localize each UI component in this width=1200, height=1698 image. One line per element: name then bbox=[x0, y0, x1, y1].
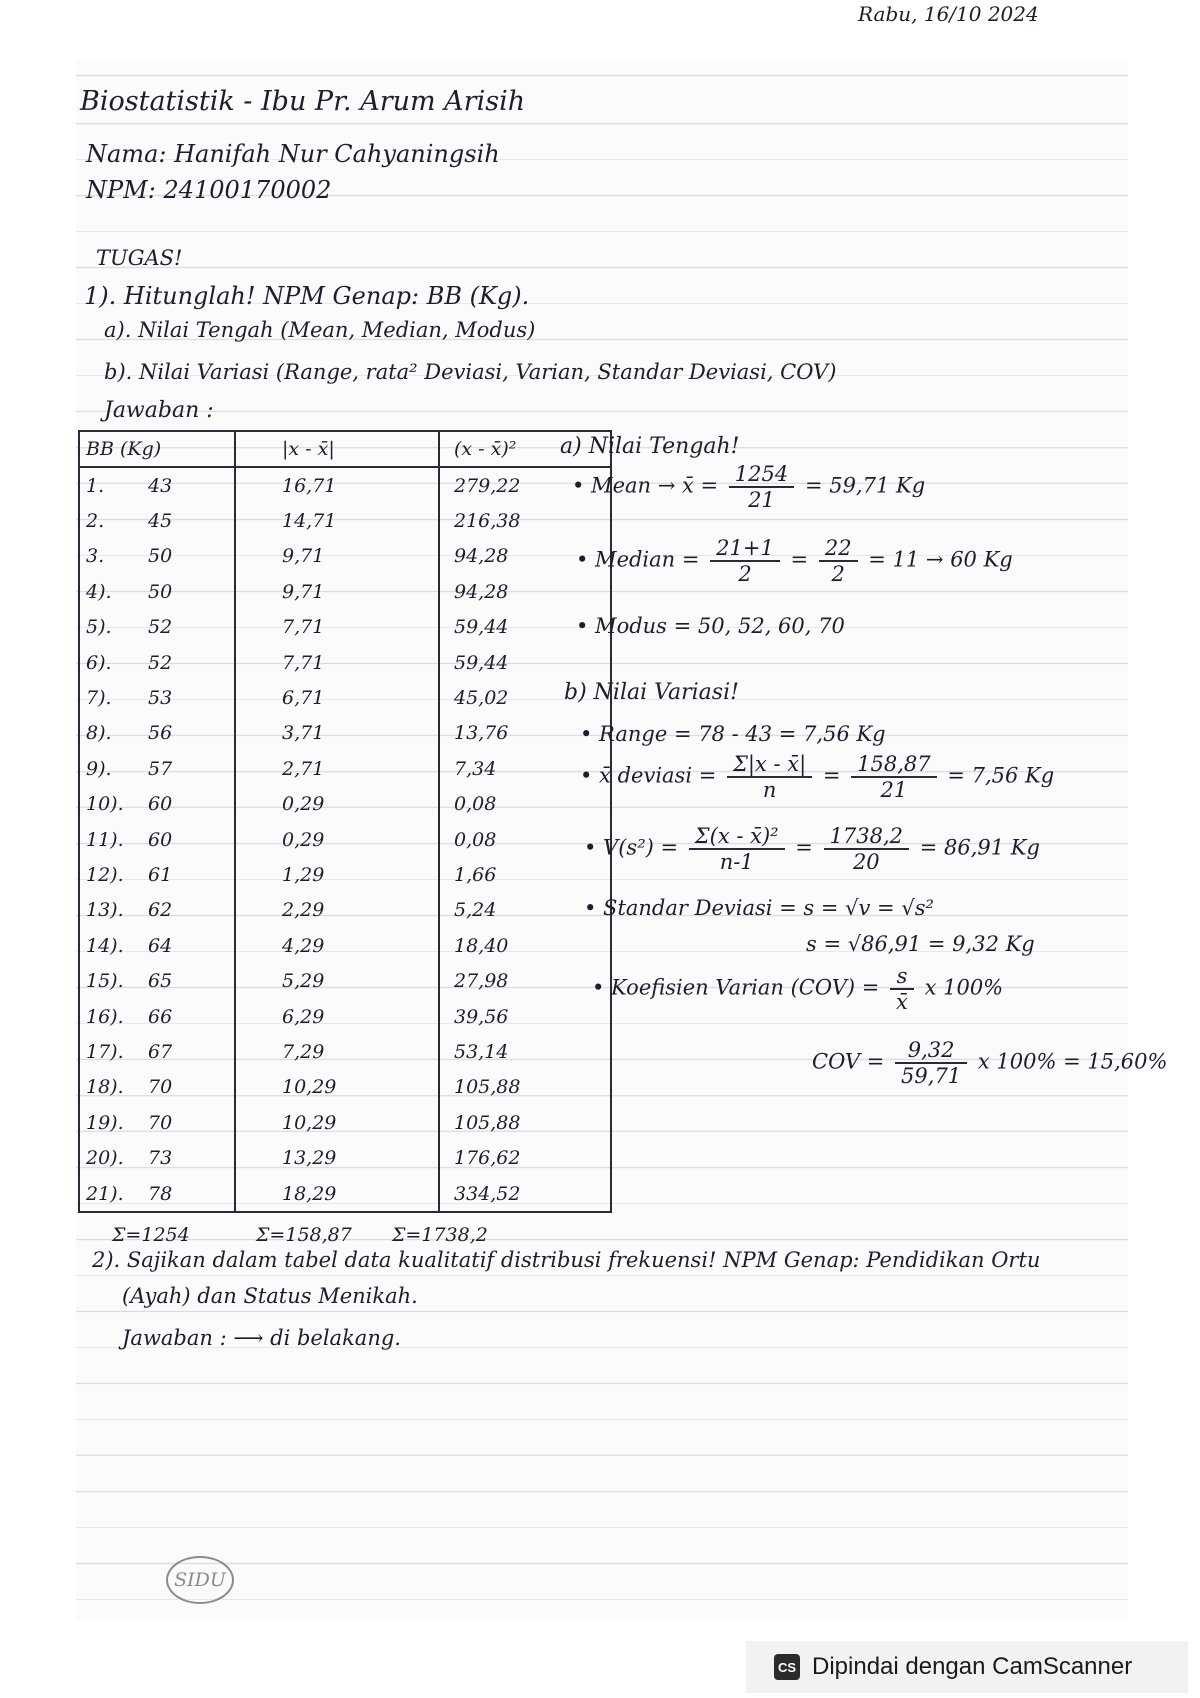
var-fraction-2 bbox=[824, 824, 909, 874]
var-denominator-1: n-1 bbox=[719, 850, 754, 874]
cell-abs-dev: 16,71 bbox=[235, 467, 439, 503]
table-row bbox=[79, 680, 611, 715]
question-2-line-2: (Ayah) dan Status Menikah. bbox=[122, 1284, 418, 1308]
median-line bbox=[576, 536, 1013, 586]
row-number: 13). bbox=[86, 899, 124, 922]
std-dev-line-2: s = √86,91 = 9,32 Kg bbox=[806, 932, 1035, 956]
bb-value: 50 bbox=[148, 580, 173, 603]
cell-sq-dev: 105,88 bbox=[439, 1070, 611, 1105]
bb-value: 78 bbox=[148, 1182, 173, 1205]
dev-result: = 7,56 Kg bbox=[947, 763, 1055, 788]
row-number: 11). bbox=[86, 828, 124, 851]
table-row bbox=[79, 963, 611, 998]
cell-bb bbox=[79, 610, 235, 645]
table-row bbox=[79, 467, 611, 503]
table-row bbox=[79, 1070, 611, 1105]
row-number: 7). bbox=[86, 687, 112, 710]
row-number: 3. bbox=[86, 545, 105, 568]
course-title: Biostatistik - Ibu Pr. Arum Arisih bbox=[80, 86, 526, 117]
dev-equals: = bbox=[822, 763, 841, 788]
question-2-line-1: 2). Sajikan dalam tabel data kualitatif distribusi frekuensi! NPM Genap: Pendidikan Ortu bbox=[92, 1248, 1041, 1272]
range-line: • Range = 78 - 43 = 7,56 Kg bbox=[580, 722, 886, 746]
cell-abs-dev: 7,71 bbox=[235, 610, 439, 645]
cell-sq-dev: 1,66 bbox=[439, 857, 611, 892]
cell-sq-dev: 334,52 bbox=[439, 1176, 611, 1212]
cell-abs-dev: 6,71 bbox=[235, 680, 439, 715]
cell-sq-dev: 27,98 bbox=[439, 963, 611, 998]
cov-formula-line bbox=[592, 964, 1003, 1014]
var-fraction-1 bbox=[689, 824, 785, 874]
cell-bb bbox=[79, 645, 235, 680]
cell-bb bbox=[79, 999, 235, 1034]
table-row bbox=[79, 1034, 611, 1069]
cell-bb bbox=[79, 857, 235, 892]
var-numerator-2: 1738,2 bbox=[824, 824, 909, 850]
cell-bb bbox=[79, 1105, 235, 1140]
table-row bbox=[79, 787, 611, 822]
table-row bbox=[79, 610, 611, 645]
median-numerator-2: 22 bbox=[819, 536, 858, 562]
dev-denominator-2: 21 bbox=[880, 778, 908, 802]
row-number: 14). bbox=[86, 934, 124, 957]
table-row bbox=[79, 928, 611, 963]
median-label: • Median = bbox=[576, 547, 700, 572]
cell-bb bbox=[79, 716, 235, 751]
cell-bb bbox=[79, 574, 235, 609]
cell-abs-dev: 4,29 bbox=[235, 928, 439, 963]
cell-sq-dev: 176,62 bbox=[439, 1140, 611, 1175]
var-denominator-2: 20 bbox=[852, 850, 880, 874]
table-row bbox=[79, 645, 611, 680]
cell-bb bbox=[79, 928, 235, 963]
table-row bbox=[79, 751, 611, 786]
median-result: = 11 → 60 Kg bbox=[868, 547, 1013, 572]
table-row bbox=[79, 539, 611, 574]
cell-bb bbox=[79, 963, 235, 998]
cov2-denominator: 59,71 bbox=[901, 1064, 962, 1088]
section-b-title: b) Nilai Variasi! bbox=[564, 680, 739, 705]
date-note: Rabu, 16/10 2024 bbox=[858, 2, 1039, 26]
mean-line bbox=[572, 462, 925, 512]
table-row bbox=[79, 1176, 611, 1212]
cov-denominator: x̄ bbox=[896, 990, 908, 1014]
table-row bbox=[79, 574, 611, 609]
cell-sq-dev: 5,24 bbox=[439, 893, 611, 928]
row-number: 9). bbox=[86, 757, 112, 780]
cell-abs-dev: 7,71 bbox=[235, 645, 439, 680]
mean-result: = 59,71 Kg bbox=[804, 473, 926, 498]
cell-abs-dev: 6,29 bbox=[235, 999, 439, 1034]
cell-sq-dev: 0,08 bbox=[439, 787, 611, 822]
row-number: 18). bbox=[86, 1076, 124, 1099]
cell-sq-dev: 18,40 bbox=[439, 928, 611, 963]
cell-sq-dev: 59,44 bbox=[439, 610, 611, 645]
student-npm: NPM: 24100170002 bbox=[86, 176, 332, 204]
cell-sq-dev: 94,28 bbox=[439, 574, 611, 609]
var-result: = 86,91 Kg bbox=[919, 835, 1040, 860]
cell-abs-dev: 1,29 bbox=[235, 857, 439, 892]
sum-bb: Σ=1254 bbox=[112, 1224, 190, 1246]
table-row bbox=[79, 1140, 611, 1175]
cell-abs-dev: 9,71 bbox=[235, 574, 439, 609]
notebook-logo: SIDU bbox=[166, 1556, 234, 1604]
row-number: 17). bbox=[86, 1040, 124, 1063]
camscanner-icon: CS bbox=[774, 1654, 800, 1680]
mean-label: • Mean → x̄ = bbox=[572, 473, 719, 498]
row-number: 4). bbox=[86, 580, 112, 603]
median-fraction-2 bbox=[819, 536, 858, 586]
weight-table bbox=[78, 430, 612, 1213]
bb-value: 53 bbox=[148, 687, 173, 710]
task-heading: TUGAS! bbox=[96, 246, 183, 270]
dev-fraction-1 bbox=[727, 752, 812, 802]
sum-abs-dev: Σ=158,87 bbox=[256, 1224, 352, 1246]
bb-value: 50 bbox=[148, 545, 173, 568]
row-number: 8). bbox=[86, 722, 112, 745]
bb-value: 57 bbox=[148, 757, 173, 780]
cell-abs-dev: 2,71 bbox=[235, 751, 439, 786]
header-abs-dev: |x - x̄| bbox=[235, 431, 439, 467]
var-equals: = bbox=[795, 835, 813, 860]
cell-sq-dev: 7,34 bbox=[439, 751, 611, 786]
question-1a: a). Nilai Tengah (Mean, Median, Modus) bbox=[104, 318, 536, 342]
var-label: • V(s²) = bbox=[584, 835, 679, 860]
dev-denominator-1: n bbox=[762, 778, 777, 802]
bb-value: 70 bbox=[148, 1076, 173, 1099]
cell-bb bbox=[79, 467, 235, 503]
cov-label: • Koefisien Varian (COV) = bbox=[592, 975, 880, 1000]
row-number: 5). bbox=[86, 616, 112, 639]
bb-value: 52 bbox=[148, 651, 173, 674]
cell-bb bbox=[79, 787, 235, 822]
cell-bb bbox=[79, 822, 235, 857]
dev-numerator-1: Σ|x - x̄| bbox=[727, 752, 812, 778]
camscanner-text: Dipindai dengan CamScanner bbox=[812, 1653, 1133, 1680]
cell-sq-dev: 45,02 bbox=[439, 680, 611, 715]
cell-sq-dev: 39,56 bbox=[439, 999, 611, 1034]
cov2-numerator: 9,32 bbox=[895, 1038, 967, 1064]
cell-abs-dev: 7,29 bbox=[235, 1034, 439, 1069]
table-row bbox=[79, 503, 611, 538]
median-fraction-1 bbox=[710, 536, 780, 586]
student-name: Nama: Hanifah Nur Cahyaningsih bbox=[86, 140, 500, 168]
header-bb: BB (Kg) bbox=[79, 431, 235, 467]
cell-bb bbox=[79, 539, 235, 574]
table-row bbox=[79, 999, 611, 1034]
dev-numerator-2: 158,87 bbox=[851, 752, 936, 778]
row-number: 10). bbox=[86, 793, 124, 816]
cell-sq-dev: 94,28 bbox=[439, 539, 611, 574]
row-number: 21). bbox=[86, 1182, 124, 1205]
cell-sq-dev: 13,76 bbox=[439, 716, 611, 751]
row-number: 6). bbox=[86, 651, 112, 674]
cell-bb bbox=[79, 1070, 235, 1105]
bb-value: 60 bbox=[148, 793, 173, 816]
cell-abs-dev: 2,29 bbox=[235, 893, 439, 928]
cov2-label: COV = bbox=[812, 1049, 885, 1074]
row-number: 19). bbox=[86, 1111, 124, 1134]
cell-abs-dev: 18,29 bbox=[235, 1176, 439, 1212]
cell-bb bbox=[79, 751, 235, 786]
mean-fraction bbox=[729, 462, 794, 512]
median-numerator-1: 21+1 bbox=[710, 536, 780, 562]
modus-line: • Modus = 50, 52, 60, 70 bbox=[576, 614, 845, 638]
mean-numerator: 1254 bbox=[729, 462, 794, 488]
cell-bb bbox=[79, 893, 235, 928]
camscanner-watermark bbox=[746, 1641, 1188, 1693]
cell-bb bbox=[79, 680, 235, 715]
cell-abs-dev: 14,71 bbox=[235, 503, 439, 538]
bb-value: 65 bbox=[148, 970, 173, 993]
row-number: 16). bbox=[86, 1005, 124, 1028]
cell-abs-dev: 13,29 bbox=[235, 1140, 439, 1175]
table-row bbox=[79, 1105, 611, 1140]
mean-denominator: 21 bbox=[748, 488, 775, 512]
question-1b: b). Nilai Variasi (Range, rata² Deviasi, Varian, Standar Deviasi, COV) bbox=[104, 360, 837, 384]
variance-line bbox=[584, 824, 1040, 874]
cell-sq-dev: 59,44 bbox=[439, 645, 611, 680]
sum-sq-dev: Σ=1738,2 bbox=[392, 1224, 488, 1246]
cov-result-line bbox=[812, 1038, 1167, 1088]
section-a-title: a) Nilai Tengah! bbox=[560, 434, 740, 459]
bb-value: 52 bbox=[148, 616, 173, 639]
bb-value: 66 bbox=[148, 1005, 173, 1028]
bb-value: 67 bbox=[148, 1040, 173, 1063]
cell-abs-dev: 9,71 bbox=[235, 539, 439, 574]
cov-times: x 100% bbox=[924, 975, 1004, 1000]
row-number: 15). bbox=[86, 970, 124, 993]
bb-value: 43 bbox=[148, 474, 173, 497]
bb-value: 45 bbox=[148, 510, 173, 533]
mean-deviation-line bbox=[580, 752, 1054, 802]
median-denominator-1: 2 bbox=[738, 562, 752, 586]
cov2-fraction bbox=[895, 1038, 967, 1088]
cell-bb bbox=[79, 1176, 235, 1212]
dev-fraction-2 bbox=[851, 752, 936, 802]
cov-numerator: s bbox=[890, 964, 914, 990]
table-row bbox=[79, 716, 611, 751]
cell-sq-dev: 53,14 bbox=[439, 1034, 611, 1069]
bb-value: 70 bbox=[148, 1111, 173, 1134]
bb-value: 73 bbox=[148, 1147, 173, 1170]
header-sq-dev: (x - x̄)² bbox=[439, 431, 611, 467]
row-number: 1. bbox=[86, 474, 105, 497]
bb-value: 62 bbox=[148, 899, 173, 922]
answer-label: Jawaban : bbox=[104, 398, 214, 423]
cov2-result: x 100% = 15,60% bbox=[977, 1049, 1168, 1074]
question-1: 1). Hitunglah! NPM Genap: BB (Kg). bbox=[84, 282, 530, 310]
table-header-row bbox=[79, 431, 611, 467]
cell-abs-dev: 3,71 bbox=[235, 716, 439, 751]
var-numerator-1: Σ(x - x̄)² bbox=[689, 824, 785, 850]
cell-abs-dev: 10,29 bbox=[235, 1070, 439, 1105]
cell-abs-dev: 5,29 bbox=[235, 963, 439, 998]
row-number: 2. bbox=[86, 510, 105, 533]
bb-value: 60 bbox=[148, 828, 173, 851]
row-number: 20). bbox=[86, 1147, 124, 1170]
cov-fraction bbox=[890, 964, 914, 1014]
bb-value: 61 bbox=[148, 863, 173, 886]
cell-bb bbox=[79, 503, 235, 538]
cell-sq-dev: 216,38 bbox=[439, 503, 611, 538]
cell-sq-dev: 105,88 bbox=[439, 1105, 611, 1140]
table-row bbox=[79, 857, 611, 892]
table-row bbox=[79, 893, 611, 928]
cell-abs-dev: 0,29 bbox=[235, 787, 439, 822]
cell-bb bbox=[79, 1034, 235, 1069]
median-denominator-2: 2 bbox=[831, 562, 845, 586]
question-2-answer: Jawaban : ⟶ di belakang. bbox=[122, 1326, 401, 1350]
median-equals: = bbox=[790, 547, 809, 572]
cell-abs-dev: 10,29 bbox=[235, 1105, 439, 1140]
bb-value: 64 bbox=[148, 934, 173, 957]
std-dev-line-1: • Standar Deviasi = s = √v = √s² bbox=[584, 896, 934, 920]
cell-sq-dev: 279,22 bbox=[439, 467, 611, 503]
cell-abs-dev: 0,29 bbox=[235, 822, 439, 857]
cell-bb bbox=[79, 1140, 235, 1175]
bb-value: 56 bbox=[148, 722, 173, 745]
dev-label: • x̄ deviasi = bbox=[580, 763, 717, 788]
table-row bbox=[79, 822, 611, 857]
cell-sq-dev: 0,08 bbox=[439, 822, 611, 857]
row-number: 12). bbox=[86, 863, 124, 886]
